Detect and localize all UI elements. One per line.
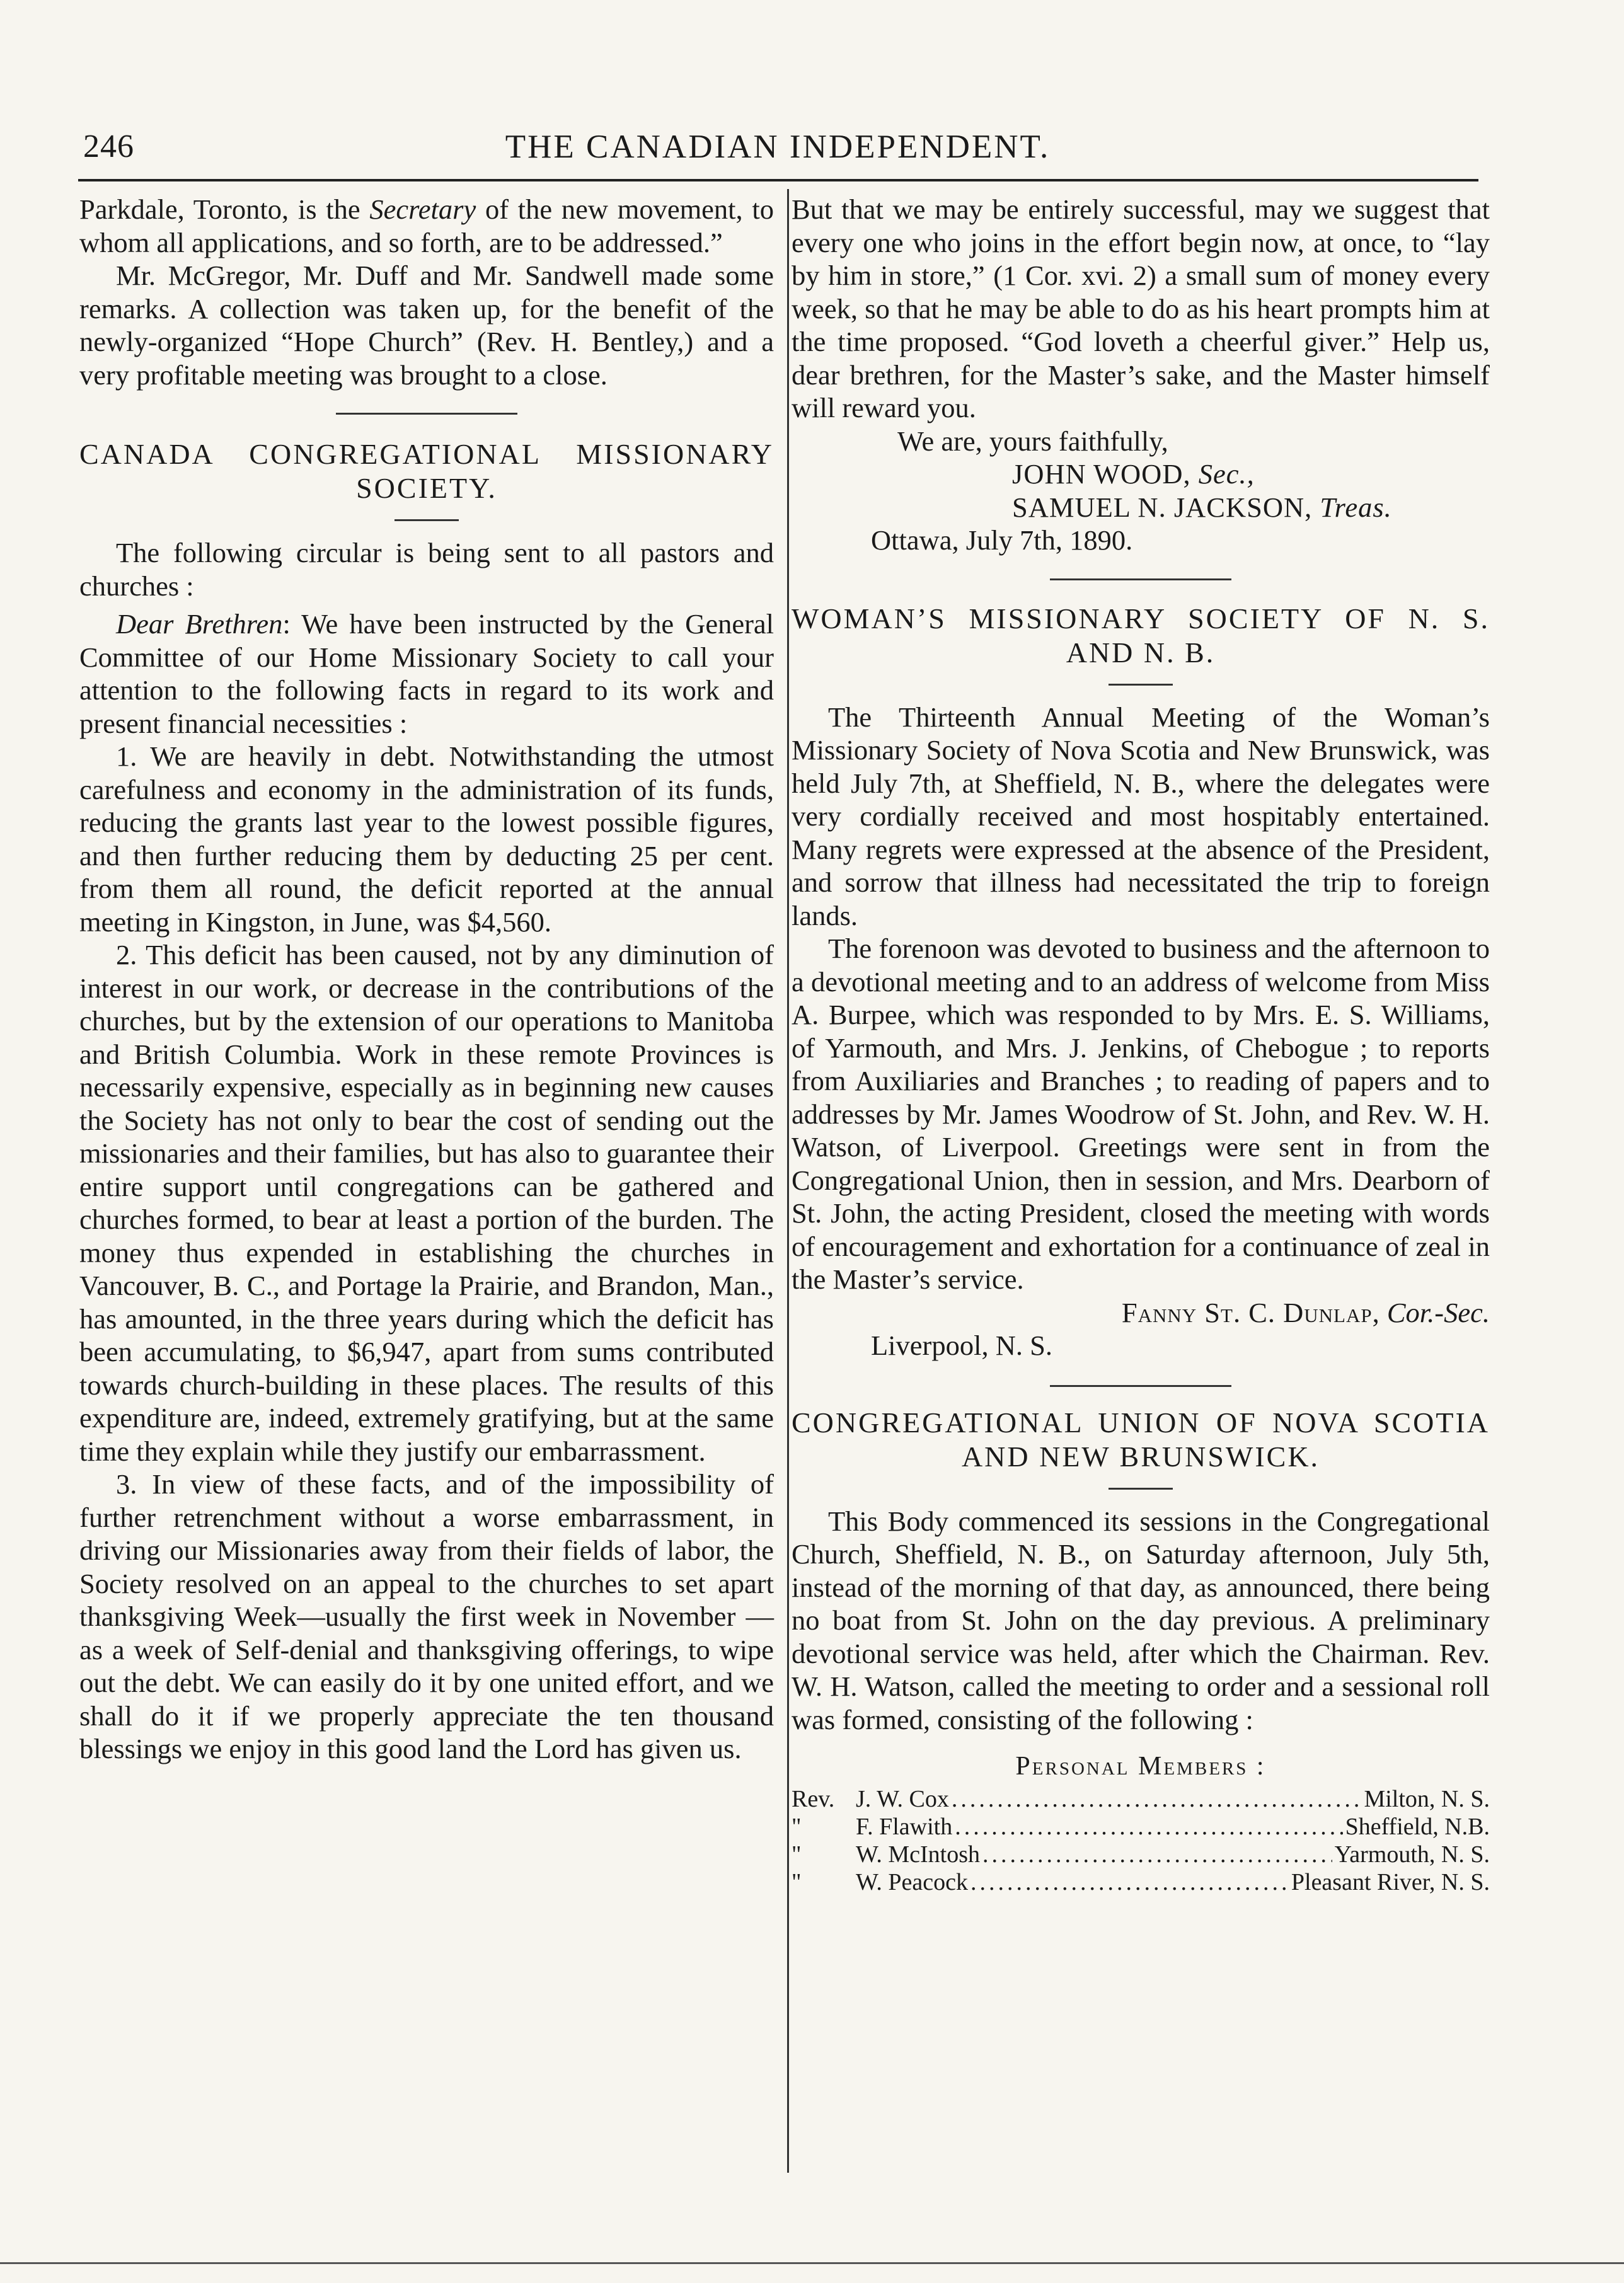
member-name: W. McIntosh — [856, 1841, 981, 1868]
signature: Fanny St. C. Dunlap, Cor.-Sec. — [1121, 1296, 1490, 1328]
right-column — [792, 193, 1490, 1896]
column-divider — [787, 189, 789, 2173]
paragraph: The Thirteenth Annual Meeting of the Woman’s Missionary Society of Nova Scotia and New Brunswick, was held July 7th, at Sheffield, N. B., where the delegates were very cordially received and most hospitably entertained. Many regrets were expressed at the absence of the President, and sorrow that illness had necessitated the trip to foreign lands. — [792, 701, 1490, 931]
paragraph: But that we may be entirely successful, may we suggest that every one who joins in the effort begin now, at once, to “lay by him in store,” (1 Cor. xvi. 2) a small sum of money every week, so that he may be able to do as his heart prompts him at the time proposed. “God loveth a cheerful giver.” Help us, dear brethren, for the Master’s sake, and the Master himself will reward you. — [792, 193, 1490, 423]
member-row — [792, 1841, 1490, 1868]
paragraph: This Body commenced its sessions in the Congregational Church, Sheffield, N. B., on Saturday afternoon, July 5th, instead of the morning of that day, as announced, there being no boat from St. John on the day previous. A preliminary devotional service was held, after which the Chairman. Rev. W. H. Watson, called the meeting to order and a sessional roll was formed, consisting of the following : — [792, 1505, 1490, 1735]
section-heading: CANADA CONGREGATIONAL MISSIONARY SOCIETY. — [79, 438, 774, 504]
paragraph: Mr. McGregor, Mr. Duff and Mr. Sandwell made some remarks. A collection was taken up, for the benefit of the newly-organized “Hope Church” (Rev. H. Bentley,) and a very profitable meeting was brought to a close. — [79, 260, 774, 391]
running-title: THE CANADIAN INDEPENDENT. — [505, 129, 1051, 165]
signature-place: Liverpool, N. S. — [871, 1330, 1052, 1361]
member-name: F. Flawith — [856, 1814, 953, 1840]
scan-edge-rule — [0, 2262, 1624, 2264]
page-header — [78, 125, 1477, 169]
paragraph: The forenoon was devoted to business and the afternoon to a devotional meeting and to an address of welcome from Miss A. Burpee, which was responded to by Mrs. E. S. Williams, of Yarmouth, and Mrs. J. Jenkins, of Chebogue ; to reports from Auxiliaries and Branches ; to reading of papers and to addresses by Mr. James Woodrow of St. John, and Rev. W. H. Watson, of Liverpool. Greetings were sent in from the Congregational Union, then in session, and Mrs. Dearborn of St. John, the acting President, closed the meeting with words of encouragement and exhortation for a continuance of zeal in the Master’s service. — [792, 933, 1490, 1295]
member-place: Milton, N. S. — [1364, 1786, 1490, 1812]
member-prefix: Rev. — [792, 1786, 835, 1812]
member-prefix: " — [792, 1869, 802, 1895]
signatory: SAMUEL N. JACKSON, Treas. — [1012, 491, 1392, 523]
members-list — [792, 1785, 1490, 1896]
heading-rule — [1109, 1488, 1173, 1490]
paragraph: 1. We are heavily in debt. Notwithstanding the utmost carefulness and economy in the administration of its funds, reducing the grants last year to the lowest possible figures, and then further reducing them by deducting 25 per cent. from them all round, the deficit reported at the annual meeting in Kingston, in June, was $4,560. — [79, 740, 774, 938]
header-rule — [78, 179, 1478, 181]
member-name: W. Peacock — [856, 1869, 968, 1895]
member-place: Yarmouth, N. S. — [1334, 1841, 1490, 1868]
member-place: Pleasant River, N. S. — [1291, 1869, 1490, 1895]
paragraph: Parkdale, Toronto, is the Secretary of the new movement, to whom all applications, and so forth, are to be addressed.” — [79, 193, 775, 258]
members-heading: Personal Members : — [1015, 1752, 1266, 1781]
member-row — [792, 1868, 1490, 1896]
member-prefix: " — [792, 1814, 802, 1840]
member-row — [792, 1785, 1490, 1813]
member-name: J. W. Cox — [856, 1786, 949, 1812]
member-row — [792, 1813, 1490, 1841]
left-column — [79, 193, 774, 1766]
leader-dots — [952, 1785, 1362, 1813]
section-heading: CONGREGATIONAL UNION OF NOVA SCOTIA AND NEW BRUNSWICK. — [792, 1406, 1490, 1473]
dateline: Ottawa, July 7th, 1890. — [871, 524, 1133, 556]
page-number: 246 — [83, 129, 134, 164]
section-separator — [1050, 1385, 1231, 1387]
leader-dots — [970, 1868, 1289, 1896]
heading-rule — [1109, 684, 1173, 686]
paragraph: The following circular is being sent to all pastors and churches : — [79, 537, 774, 602]
paragraph: 2. This deficit has been caused, not by any diminution of interest in our work, or decrease in the contributions of the churches, but by the extension of our operations to Manitoba and British Columbia. Work in these remote Provinces is necessarily expensive, especially as in beginning new causes the Society has not only to bear the cost of sending out the missionaries and their families, but has also to guarantee their entire support until congregations can be gathered and churches formed, to bear at least a portion of the burden. The money thus expended in establishing the churches in Vancouver, B. C., and Portage la Prairie, and Brandon, Man., has amounted, in the three years during which the deficit has been accumulating, to $6,947, apart from sums contributed towards church-building in these places. The results of this expenditure are, indeed, extremely gratifying, but at the same time they explain while they justify our embarrassment. — [79, 939, 774, 1467]
section-separator — [1050, 578, 1231, 580]
leader-dots — [955, 1813, 1342, 1841]
section-heading: WOMAN’S MISSIONARY SOCIETY OF N. S. AND N. B. — [792, 602, 1490, 669]
heading-rule — [394, 519, 459, 521]
leader-dots — [982, 1841, 1332, 1868]
paragraph: 3. In view of these facts, and of the impossibility of further retrenchment without a worse embarrassment, in driving our Missionaries away from their fields of labor, the Society resolved on an appeal to the churches to set apart thanksgiving Week—usually the first week in November —as a week of Self-denial and thanksgiving offerings, to wipe out the debt. We can easily do it by one united effort, and we shall do it if we properly appreciate the ten thousand blessings we enjoy in this good land the Lord has given us. — [79, 1468, 774, 1764]
letter-closing — [792, 425, 1490, 524]
member-place: Sheffield, N.B. — [1345, 1814, 1490, 1840]
section-separator — [336, 413, 517, 415]
closing-line: We are, yours faithfully, — [897, 425, 1168, 457]
member-prefix: " — [792, 1841, 802, 1868]
signatory: JOHN WOOD, Sec., — [1012, 458, 1255, 490]
salutation-paragraph: Dear Brethren: We have been instructed by the General Committee of our Home Missionary Society to call your attention to the following facts in regard to its work and present financial necessities : — [79, 608, 775, 739]
